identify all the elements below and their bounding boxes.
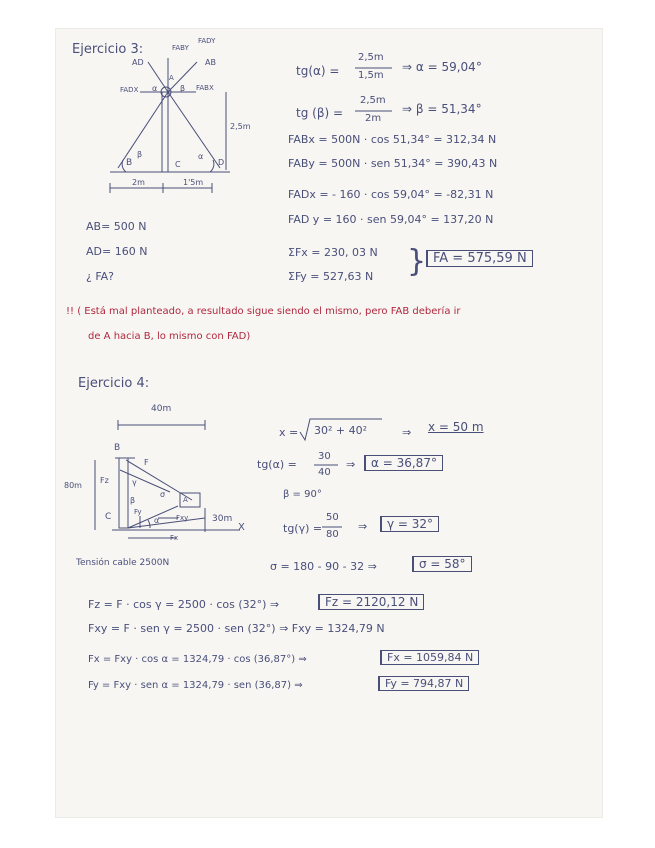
ex3-label-a: A [169, 74, 174, 82]
ex4-tg-alpha-lhs: tg(α) = [257, 458, 297, 471]
ex4-x-radicand: 30² + 40² [314, 424, 368, 437]
ex3-label-ab: AB [205, 58, 216, 67]
ex3-tg-beta-result: ⇒ β = 51,34° [402, 102, 482, 116]
ex3-eq-fadx: FADx = - 160 · cos 59,04° = -82,31 N [288, 188, 494, 201]
ex4-x-lhs: x = [279, 426, 299, 439]
ex3-label-alpha: α [198, 152, 204, 161]
ex4-fx-lhs: Fx = Fxy · cos α = 1324,79 · cos (36,87°) ⇒ [88, 654, 307, 665]
ex4-label-fz: Fz [100, 476, 109, 485]
ex4-fz-box: Fz = 2120,12 N [318, 594, 424, 610]
ex3-tg-beta-num: 2,5m [360, 95, 386, 106]
ex3-label-fabx: FABX [196, 84, 214, 92]
ex4-label-alpha: α [154, 516, 160, 525]
ex3-label-fadx: FADX [120, 86, 139, 94]
ex4-tension: Tensión cable 2500N [76, 558, 170, 568]
ex4-title: Ejercicio 4: [78, 376, 150, 391]
ex4-fz-lhs: Fz = F · cos γ = 2500 · cos (32°) ⇒ [88, 598, 280, 611]
ex3-eq-fady: FAD y = 160 · sen 59,04° = 137,20 N [288, 213, 494, 226]
ex3-label-2m: 2m [132, 178, 145, 187]
ex4-label-a: A [183, 496, 188, 504]
correction-line-2: de A hacia B, lo mismo con FAD) [88, 331, 251, 342]
ex4-label-f: F [144, 458, 149, 467]
ex4-label-gamma: γ [132, 478, 137, 487]
ex3-label-c: C [175, 160, 181, 169]
ex4-fy-box: Fy = 794,87 N [378, 676, 469, 691]
ex3-tg-alpha-lhs: tg(α) = [296, 64, 340, 78]
ex3-label-d: D [218, 158, 225, 167]
ex4-tg-alpha-num: 30 [318, 451, 331, 462]
ex4-label-fx: Fx [170, 534, 179, 542]
ex3-label-b: B [126, 158, 133, 168]
ex4-tg-gamma-lhs: tg(γ) = [283, 522, 323, 535]
ex3-label-15m: 1'5m [183, 178, 204, 187]
ex4-label-theta: σ [160, 490, 166, 499]
ex3-tg-alpha-den: 1,5m [358, 70, 384, 81]
ex4-x-arrow: ⇒ [402, 426, 412, 439]
ex3-question: ¿ FA? [86, 270, 115, 283]
ex4-label-b: B [114, 443, 121, 453]
ex4-label-fxy: Fxy [176, 514, 189, 522]
ex3-eq-sum-fy: ΣFy = 527,63 N [288, 270, 374, 283]
ex3-data-ab: AB= 500 N [86, 220, 147, 233]
ex4-label-80m: 80m [64, 481, 82, 490]
ex4-label-30m: 30m [212, 514, 233, 524]
ex4-fy-lhs: Fy = Fxy · sen α = 1324,79 · sen (36,87) ⇒ [88, 680, 303, 691]
ex4-tg-gamma-den: 80 [326, 529, 339, 540]
ex3-label-fady: FADY [198, 37, 216, 45]
ex4-tg-gamma-num: 50 [326, 512, 339, 523]
ex3-eq-faby: FABy = 500N · sen 51,34° = 390,43 N [288, 157, 498, 170]
ex4-label-fy: Fy [134, 508, 142, 516]
ex3-tg-beta-lhs: tg (β) = [296, 106, 344, 120]
ex4-tg-alpha-den: 40 [318, 467, 331, 478]
ex4-gamma-box: γ = 32° [380, 516, 439, 532]
ex3-eq-fabx: FABx = 500N · cos 51,34° = 312,34 N [288, 133, 497, 146]
ex3-label-alpha-top: α [152, 84, 158, 93]
ex3-tg-alpha-num: 2,5m [358, 52, 384, 63]
ex3-label-faby: FABY [172, 44, 189, 52]
ex3-data-ad: AD= 160 N [86, 245, 148, 258]
ex3-eq-sum-fx: ΣFx = 230, 03 N [288, 246, 378, 259]
ex3-label-height: 2,5m [230, 122, 251, 131]
ex4-fx-box: Fx = 1059,84 N [380, 650, 479, 665]
ex4-sigma-lhs: σ = 180 - 90 - 32 ⇒ [270, 560, 377, 573]
correction-line-1: !! ( Está mal planteado, a resultado sigue siendo el mismo, pero FAB debería ir [66, 306, 461, 317]
ex4-tg-alpha-arrow: ⇒ [346, 458, 356, 471]
ex4-fxy: Fxy = F · sen γ = 2500 · sen (32°) ⇒ Fxy = 1324,79 N [88, 622, 385, 635]
ex3-label-beta: β [137, 150, 143, 159]
ex3-label-ad: AD [132, 58, 144, 67]
ex4-label-40m: 40m [151, 404, 172, 414]
ex3-tg-alpha-result: ⇒ α = 59,04° [402, 60, 482, 74]
ex3-title: Ejercicio 3: [72, 42, 144, 57]
ex3-brace: } [407, 244, 427, 279]
ex3-tg-beta-den: 2m [365, 113, 382, 124]
ex4-alpha-box: α = 36,87° [364, 455, 443, 471]
ex4-sigma-box: σ = 58° [412, 556, 472, 572]
ex4-label-x: X [238, 522, 245, 533]
ex4-label-beta: β [130, 496, 136, 505]
ex4-x-result: x = 50 m [428, 420, 484, 434]
ex4-beta: β = 90° [283, 489, 322, 500]
ex4-label-c: C [105, 512, 112, 522]
ex3-result-box: FA = 575,59 N [426, 250, 533, 267]
ex3-label-beta-top: β [180, 84, 186, 93]
ex4-tg-gamma-arrow: ⇒ [358, 520, 368, 533]
